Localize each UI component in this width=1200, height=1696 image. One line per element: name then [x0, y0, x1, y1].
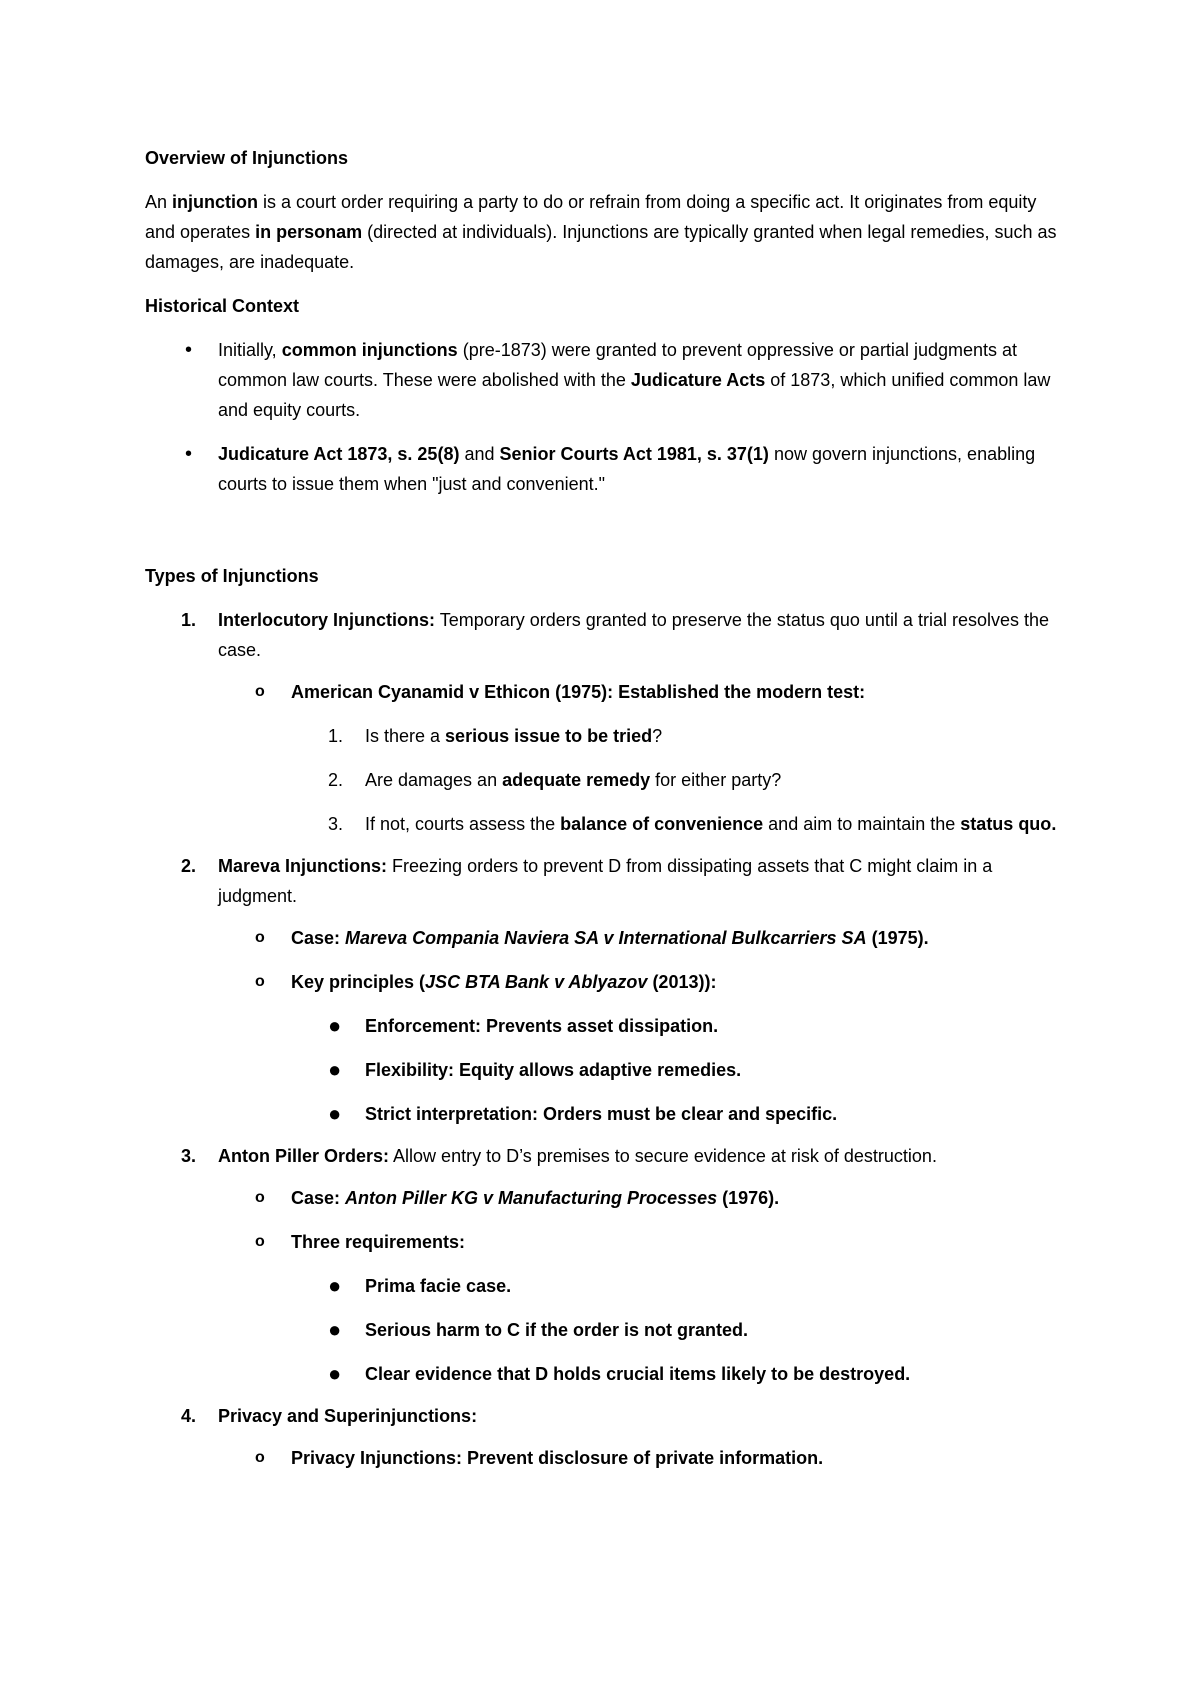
subitem-three-requirements: [145, 1227, 1065, 1257]
text-run: for either party?: [650, 770, 782, 790]
test-step-2: [145, 765, 1065, 795]
dot-bullet-marker: ●: [328, 1361, 342, 1386]
text-run: Initially,: [218, 340, 282, 360]
test-step-1: [145, 721, 1065, 751]
sublist: [218, 1183, 1065, 1389]
dot-bullet-marker: ●: [328, 1101, 342, 1126]
dot-bullet-marker: ●: [328, 1013, 342, 1038]
case-name: Mareva Compania Naviera SA v International Bulkcarriers SA: [345, 928, 867, 948]
document-body: [145, 143, 1065, 1487]
requirement-prima-facie: [145, 1271, 1065, 1301]
item-text: Temporary orders granted to preserve the status quo until a trial resolves the case.: [218, 610, 1050, 660]
term-balance-of-convenience: balance of convenience: [560, 814, 764, 834]
item-title: Privacy and Superinjunctions:: [218, 1406, 478, 1426]
term-injunction: injunction: [172, 192, 259, 212]
requirement-text: Prima facie case.: [365, 1276, 512, 1296]
types-numbered-list: [145, 605, 1065, 1473]
o-bullet-marker: o: [255, 683, 265, 700]
historical-bullet-1: [145, 335, 1065, 425]
case-name: Anton Piller KG v Manufacturing Processes: [345, 1188, 718, 1208]
sublist: [218, 677, 1065, 839]
list-number: 3.: [181, 1146, 197, 1166]
dot-bullet-marker: ●: [328, 1273, 342, 1298]
heading-overview: Overview of Injunctions: [145, 148, 349, 168]
text-run: and aim to maintain the: [763, 814, 961, 834]
term-adequate-remedy: adequate remedy: [502, 770, 651, 790]
item-title: Interlocutory Injunctions:: [218, 610, 436, 630]
subitem-text: Privacy Injunctions: Prevent disclosure of private information.: [291, 1448, 824, 1468]
type-item-mareva: [145, 851, 1065, 1129]
spacer: [145, 513, 1065, 561]
subitem-text: Three requirements:: [291, 1232, 466, 1252]
principle-text: Strict interpretation: Orders must be clear and specific.: [365, 1104, 838, 1124]
historical-bullet-list: [145, 335, 1065, 499]
subitem-key-principles: [145, 967, 1065, 997]
heading-types-of-injunctions: Types of Injunctions: [145, 566, 319, 586]
subitem-mareva-case: [145, 923, 1065, 953]
text-run: now govern injunctions, enabling courts to issue them when "just and convenient.": [218, 444, 1036, 494]
historical-bullet-2: [145, 439, 1065, 499]
text-run: Case:: [291, 928, 346, 948]
text-run: .: [1051, 814, 1057, 834]
list-number: 3.: [328, 814, 344, 834]
text-run: ?: [652, 726, 663, 746]
list-number: 1.: [328, 726, 344, 746]
heading-historical-context: Historical Context: [145, 296, 300, 316]
subitem-american-cyanamid: [145, 677, 1065, 707]
o-bullet-marker: o: [255, 1189, 265, 1206]
principle-enforcement: [145, 1011, 1065, 1041]
statute-senior-courts-act: Senior Courts Act 1981, s. 37(1): [499, 444, 769, 464]
term-judicature-acts: Judicature Acts: [630, 370, 766, 390]
o-bullet-marker: o: [255, 1233, 265, 1250]
text-run: If not, courts assess the: [365, 814, 561, 834]
text-run: (1975).: [866, 928, 929, 948]
text-run: and: [459, 444, 500, 464]
text-run: (pre-1873) were granted to prevent oppressive or partial judgments at common law courts. These were abolished with the: [218, 340, 1018, 390]
text-run: An: [145, 192, 173, 212]
dot-bullet-marker: ●: [328, 1057, 342, 1082]
requirement-text: Serious harm to C if the order is not granted.: [365, 1320, 749, 1340]
sublist: [218, 923, 1065, 1129]
term-common-injunctions: common injunctions: [281, 340, 458, 360]
item-text: Freezing orders to prevent D from dissipating assets that C might claim in a judgment.: [218, 856, 993, 906]
term-status-quo: status quo: [960, 814, 1052, 834]
type-item-privacy: [145, 1401, 1065, 1473]
test-step-3: [145, 809, 1065, 839]
o-bullet-marker: o: [255, 1449, 265, 1466]
case-name: JSC BTA Bank v Ablyazov: [425, 972, 648, 992]
term-in-personam: in personam: [255, 222, 363, 242]
statute-judicature-act: Judicature Act 1873, s. 25(8): [218, 444, 460, 464]
list-number: 1.: [181, 610, 197, 630]
requirement-serious-harm: [145, 1315, 1065, 1345]
subitem-anton-piller-case: [145, 1183, 1065, 1213]
principle-strict-interpretation: [145, 1099, 1065, 1129]
text-run: of 1873, which unified common law and equity courts.: [218, 370, 1051, 420]
text-run: Case:: [291, 1188, 346, 1208]
item-title: Mareva Injunctions:: [218, 856, 388, 876]
term-serious-issue: serious issue to be tried: [445, 726, 653, 746]
requirement-clear-evidence: [145, 1359, 1065, 1389]
item-text: Allow entry to D’s premises to secure evidence at risk of destruction.: [389, 1146, 937, 1166]
principle-text: Enforcement: Prevents asset dissipation.: [365, 1016, 719, 1036]
text-run: (directed at individuals). Injunctions are typically granted when legal remedies, such as damages, are inadequate.: [145, 222, 1057, 272]
sublist: [218, 1443, 1065, 1473]
type-item-anton-piller: [145, 1141, 1065, 1389]
requirement-text: Clear evidence that D holds crucial items likely to be destroyed.: [365, 1364, 911, 1384]
subitem-privacy-injunctions: [145, 1443, 1065, 1473]
text-run: Key principles (: [291, 972, 426, 992]
list-number: 2.: [328, 770, 344, 790]
o-bullet-marker: o: [255, 929, 265, 946]
text-run: (1976).: [717, 1188, 780, 1208]
o-bullet-marker: o: [255, 973, 265, 990]
list-number: 4.: [181, 1406, 197, 1426]
text-run: (2013)):: [647, 972, 717, 992]
dot-bullet-marker: ●: [328, 1317, 342, 1342]
list-number: 2.: [181, 856, 197, 876]
principle-flexibility: [145, 1055, 1065, 1085]
principle-text: Flexibility: Equity allows adaptive remedies.: [365, 1060, 742, 1080]
overview-paragraph: [145, 187, 1065, 277]
text-run: Is there a: [365, 726, 446, 746]
type-item-interlocutory: [145, 605, 1065, 839]
text-run: Are damages an: [365, 770, 503, 790]
subitem-text: American Cyanamid v Ethicon (1975): Established the modern test:: [291, 682, 866, 702]
item-title: Anton Piller Orders:: [218, 1146, 390, 1166]
text-run: is a court order requiring a party to do or refrain from doing a specific act. It originates from equity and operates: [145, 192, 1037, 242]
